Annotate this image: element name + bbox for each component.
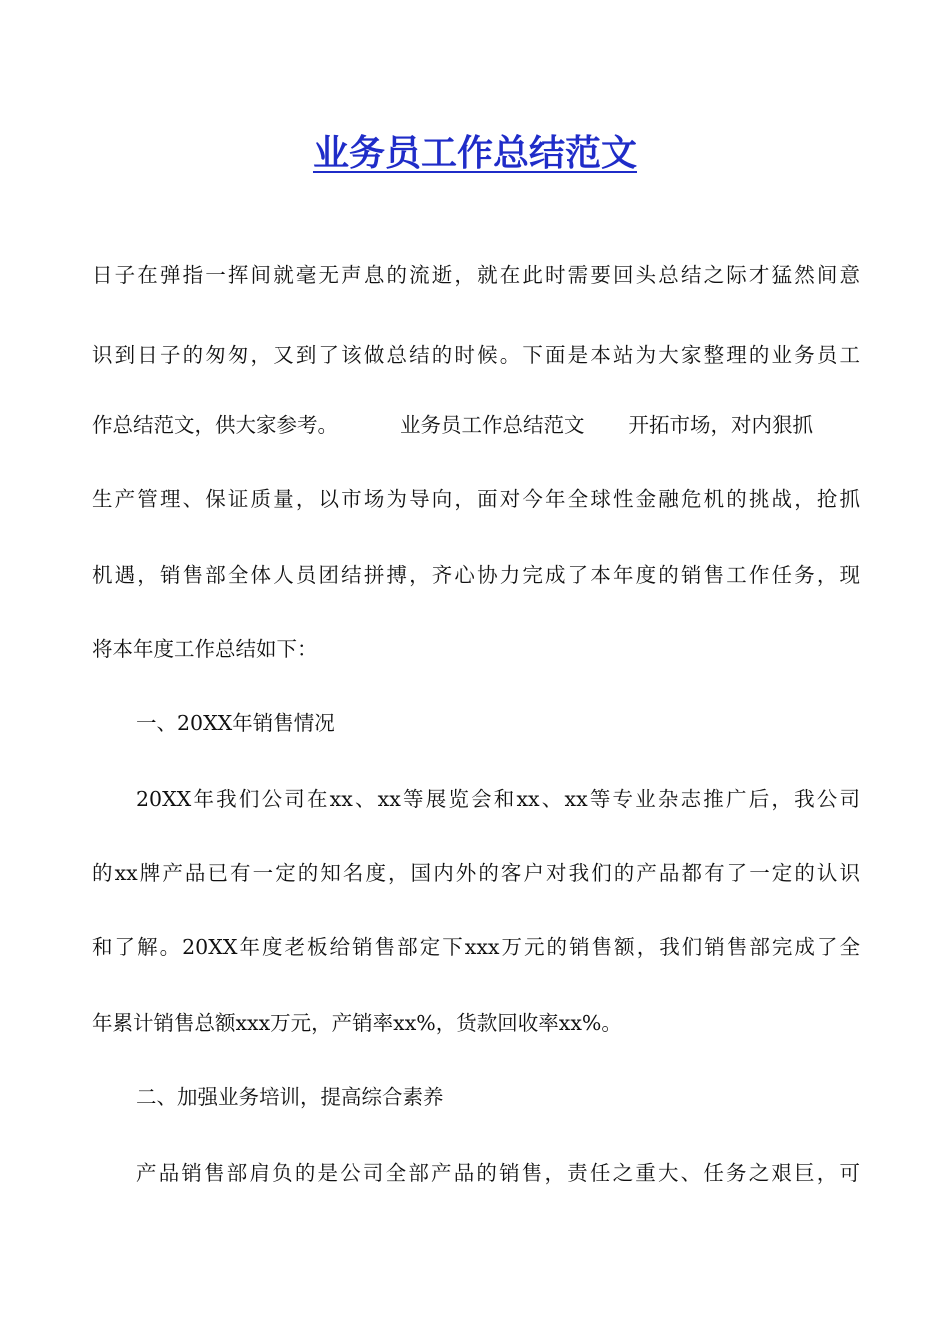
paragraph-line: 将本年度工作总结如下： (92, 637, 318, 661)
document-title[interactable]: 业务员工作总结范文 (312, 132, 637, 174)
paragraph-line-mixed (92, 410, 860, 440)
section-heading: 一、20XX年销售情况 (136, 711, 335, 735)
paragraph-line: 识到日子的匆匆，又到了该做总结的时候。下面是本站为大家整理的业务员工 (92, 343, 860, 367)
paragraph-line: 生产管理、保证质量，以市场为导向，面对今年全球性金融危机的挑战，抢抓 (92, 487, 860, 511)
section-heading: 二、加强业务培训，提高综合素养 (136, 1085, 444, 1109)
paragraph-line: 机遇，销售部全体人员团结拼搏，齐心协力完成了本年度的销售工作任务，现 (92, 563, 860, 587)
paragraph-segment: 业务员工作总结范文 (400, 413, 585, 437)
paragraph-line: 年累计销售总额xxx万元，产销率xx%，货款回收率xx%。 (92, 1011, 622, 1035)
paragraph-segment: 作总结范文，供大家参考。 (92, 413, 338, 437)
paragraph-line: 和了解。20XX年度老板给销售部定下xxx万元的销售额，我们销售部完成了全 (92, 935, 860, 959)
paragraph-segment: 开拓市场，对内狠抓 (628, 413, 813, 437)
paragraph-line: 20XX年我们公司在xx、xx等展览会和xx、xx等专业杂志推广后，我公司 (136, 787, 860, 811)
paragraph-line: 产品销售部肩负的是公司全部产品的销售，责任之重大、任务之艰巨，可 (136, 1161, 860, 1185)
paragraph-line: 日子在弹指一挥间就毫无声息的流逝，就在此时需要回头总结之际才猛然间意 (92, 263, 860, 287)
paragraph-line: 的xx牌产品已有一定的知名度，国内外的客户对我们的产品都有了一定的认识 (92, 861, 860, 885)
